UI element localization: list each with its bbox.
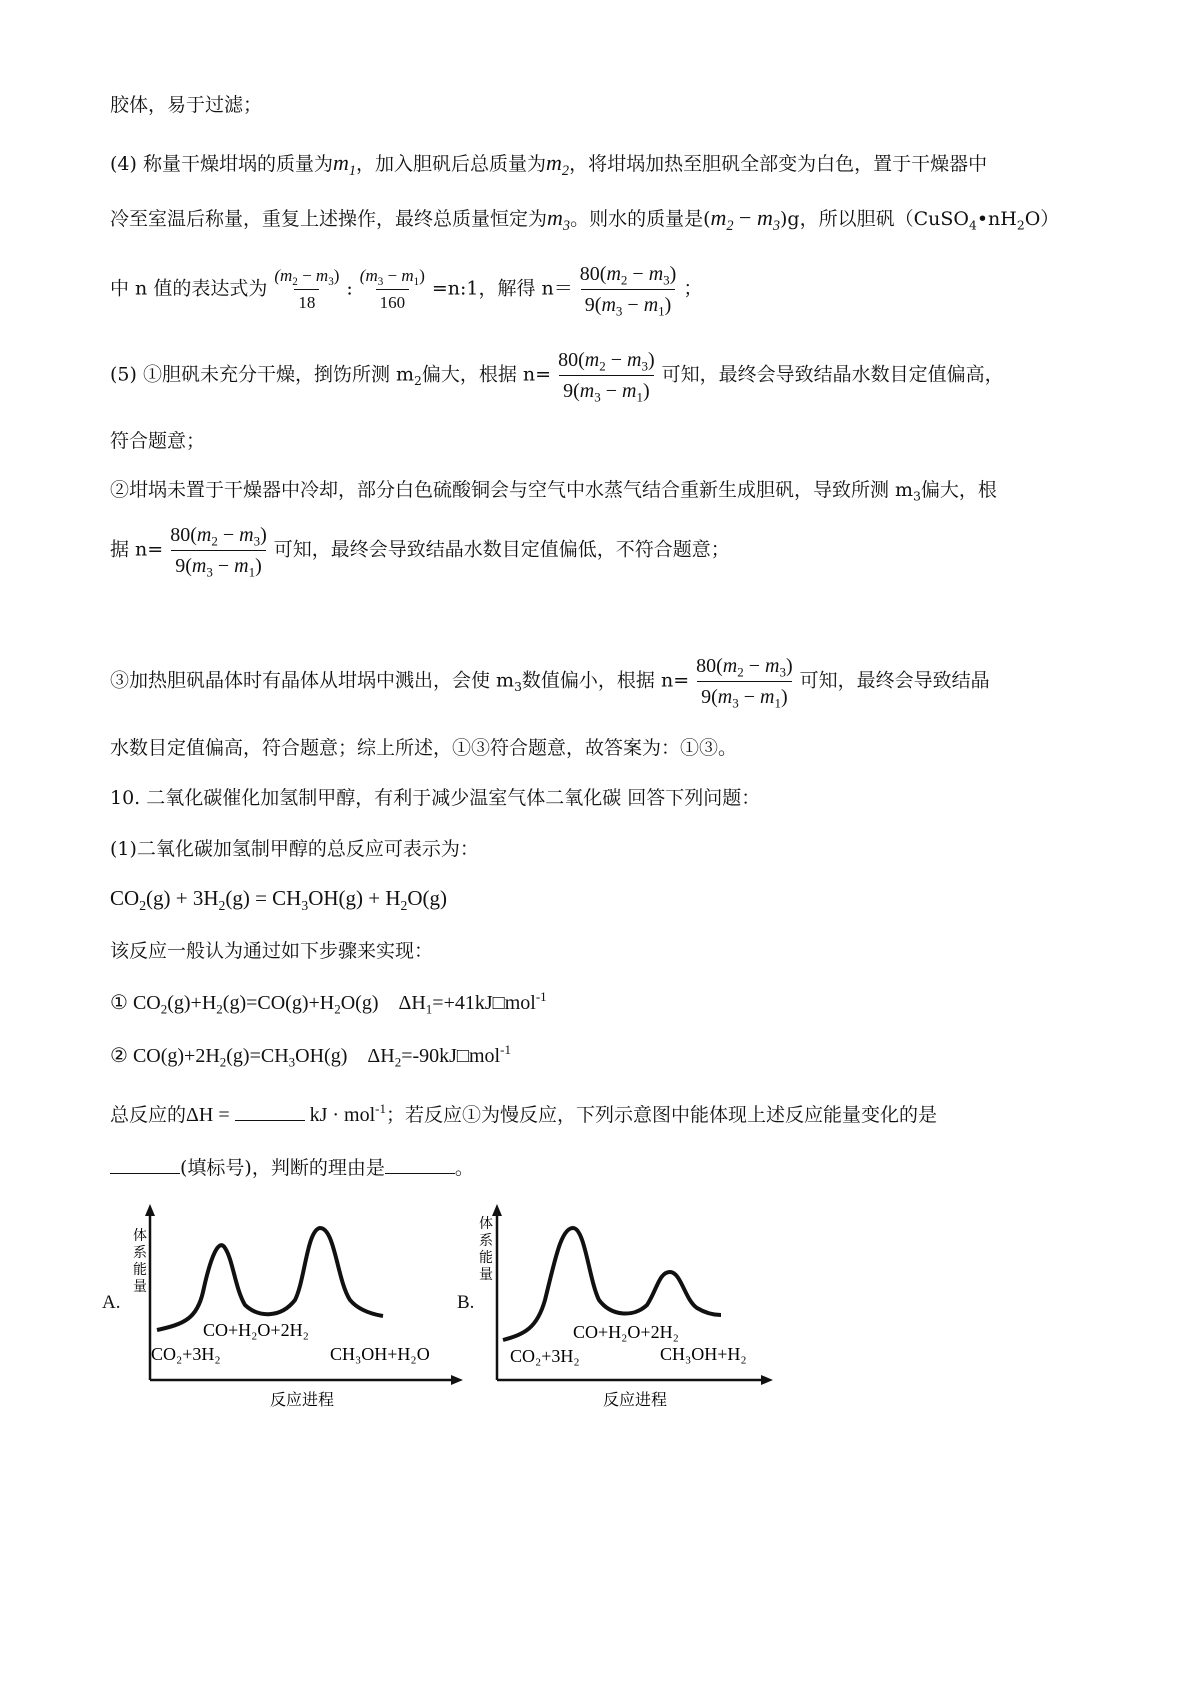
x-axis-arrow — [451, 1375, 463, 1385]
text-segment: 数值偏小，根据 n= — [521, 669, 690, 692]
text-line-1: 胶体，易于过滤； — [110, 94, 263, 116]
text-line-12: (1)二氧化碳加氢制甲醇的总反应可表示为： — [110, 838, 479, 860]
fraction-n: $\frac{80(m_2 - m_3)}{9(m_3 - m_1)}$ — [558, 349, 655, 405]
text-line-14: 该反应一般认为通过如下步骤来实现： — [110, 940, 434, 962]
y-axis-label: 体系能量 — [479, 1216, 493, 1283]
text-line-6: 符合题意； — [110, 430, 206, 452]
circled-2: ② — [110, 1045, 128, 1067]
subscript: 2 — [414, 373, 422, 388]
reactant-label: CO₂+3H₂ — [510, 1346, 580, 1366]
intermediate-label: CO+H₂O+2H₂ — [203, 1320, 309, 1340]
text-segment: 中 n 值的表达式为 — [110, 277, 268, 300]
y-axis-arrow — [492, 1204, 502, 1216]
delta-h-expr: ΔH = — [186, 1104, 235, 1126]
question-10-heading: 10. 二氧化碳催化加氢制甲醇，有利于减少温室气体二氧化碳 回答下列问题： — [110, 787, 761, 809]
answer-blank-reason[interactable] — [385, 1155, 455, 1174]
y-axis-label: 体系能量 — [133, 1228, 147, 1295]
text-line-10: 水数目定值偏高，符合题意；综上所述，①③符合题意，故答案为：①③。 — [110, 737, 738, 759]
text-segment: ；若反应①为慢反应，下列示意图中能体现上述反应能量变化的是 — [386, 1104, 938, 1126]
delta-h1-value: =+41kJ — [432, 992, 493, 1014]
product-label: CH₃OH+H₂O — [330, 1344, 430, 1364]
energy-diagram-b — [475, 1200, 775, 1425]
x-axis-arrow — [761, 1375, 773, 1385]
text-segment: O） — [1024, 208, 1060, 230]
circled-1: ① — [110, 992, 128, 1014]
text-line-9 — [110, 654, 990, 709]
overall-equation: $CO_2(g) + 3H_2(g) = CH_3OH(g) + H_2O(g)$ — [110, 886, 447, 913]
fraction-water: $\frac{(m_2 - m_3)}{18}$ — [274, 265, 340, 312]
text-segment: )g，所以胆矾（CuSO — [780, 208, 969, 230]
math-m2-minus-m3: $m_2 - m_3$ — [710, 205, 780, 234]
text-segment: •nH — [976, 208, 1017, 230]
step-1-equation: ① $CO_2(g)+H_2(g)=CO(g)+H_2O(g)$ $\Delta H_1=+41kJ□mol^{-1}$ — [110, 989, 547, 1017]
subscript: 3 — [913, 489, 921, 504]
text-segment: ③加热胆矾晶体时有晶体从坩埚中溅出，会使 m — [110, 669, 515, 692]
intermediate-label: CO+H₂O+2H₂ — [573, 1322, 679, 1342]
math-m1: $m_1$ — [332, 150, 357, 179]
unit: kJ · mol$^{-1}$ — [304, 1101, 387, 1126]
fraction-cuso4: $\frac{(m_3 - m_1)}{160}$ — [359, 265, 425, 312]
text-segment: 总反应的 — [110, 1104, 187, 1126]
y-axis-arrow — [145, 1204, 155, 1216]
option-b-label[interactable]: B. — [457, 1292, 475, 1313]
text-line-7 — [110, 479, 997, 502]
product-label: CH₃OH+H₂ — [660, 1344, 747, 1364]
answer-blank-delta-h[interactable] — [235, 1102, 305, 1121]
reactant-label: CO₂+3H₂ — [151, 1344, 221, 1364]
option-a-label[interactable]: A. — [102, 1292, 121, 1313]
text-segment: ，将坩埚加热至胆矾全部变为白色，置于干燥器中 — [569, 153, 988, 175]
fraction-n: $\frac{80(m_2 - m_3)}{9(m_3 - m_1)}$ — [696, 655, 793, 711]
text-segment: (填标号)，判断的理由是 — [180, 1157, 385, 1179]
text-line-4 — [110, 262, 702, 317]
x-axis-label: 反应进程 — [270, 1390, 335, 1409]
math-m3: $m_3$ — [547, 205, 571, 234]
text-segment: 。 — [454, 1157, 474, 1179]
energy-diagram-a — [125, 1200, 465, 1425]
step-2-equation: ② $CO(g)+2H_2(g)=CH_3OH(g)$ $\Delta H_2=-90kJ□mol^{-1}$ — [110, 1042, 511, 1070]
text-segment: 偏大，根据 n= — [421, 363, 552, 386]
text-segment: 偏大，根 — [920, 479, 997, 501]
delta-h-label: ΔH — [398, 992, 426, 1014]
text-segment: ②坩埚未置于干燥器中冷却，部分白色硫酸铜会与空气中水蒸气结合重新生成胆矾，导致所测 m — [110, 479, 914, 501]
answer-blank-option[interactable] — [110, 1155, 180, 1174]
x-axis-label: 反应进程 — [603, 1390, 668, 1409]
text-segment: ，加入胆矾后总质量为 — [356, 153, 547, 175]
fraction-n: $\frac{80(m_2 - m_3)}{9(m_3 - m_1)}$ — [579, 263, 677, 319]
text-segment: 可知，最终会导致结晶水数目定值偏低，不符合题意； — [273, 538, 730, 561]
text-line-2 — [110, 150, 988, 179]
subscript: 3 — [514, 679, 522, 694]
text-segment: =n:1，解得 n＝ — [431, 277, 573, 300]
text-line-5 — [110, 348, 1004, 403]
text-line-3 — [110, 205, 1060, 234]
text-line-17 — [110, 1102, 937, 1127]
text-segment: ； — [683, 277, 703, 300]
text-segment: (4) 称量干燥坩埚的质量为 — [110, 153, 333, 175]
text-segment: (5) ①胆矾未充分干燥，捯饬所测 m — [110, 363, 415, 386]
text-line-8 — [110, 523, 730, 578]
energy-curve-a — [157, 1228, 383, 1330]
text-segment: 据 n= — [110, 538, 164, 561]
text-segment: 。则水的质量是( — [570, 208, 711, 230]
text-line-18 — [110, 1155, 474, 1180]
subscript: 2 — [1016, 218, 1025, 233]
text-segment: 冷至室温后称量，重复上述操作，最终总质量恒定为 — [110, 208, 548, 230]
delta-h2-value: =-90kJ — [401, 1045, 457, 1067]
text-segment: 可知，最终会导致结晶 — [799, 669, 990, 692]
text-segment: 可知，最终会导致结晶水数目定值偏高， — [661, 363, 1004, 386]
delta-h-label: ΔH — [367, 1045, 395, 1067]
math-m2: $m_2$ — [546, 150, 570, 179]
subscript: 4 — [968, 218, 977, 233]
fraction-n: $\frac{80(m_2 - m_3)}{9(m_3 - m_1)}$ — [170, 524, 267, 580]
ratio-colon: : — [346, 277, 353, 300]
